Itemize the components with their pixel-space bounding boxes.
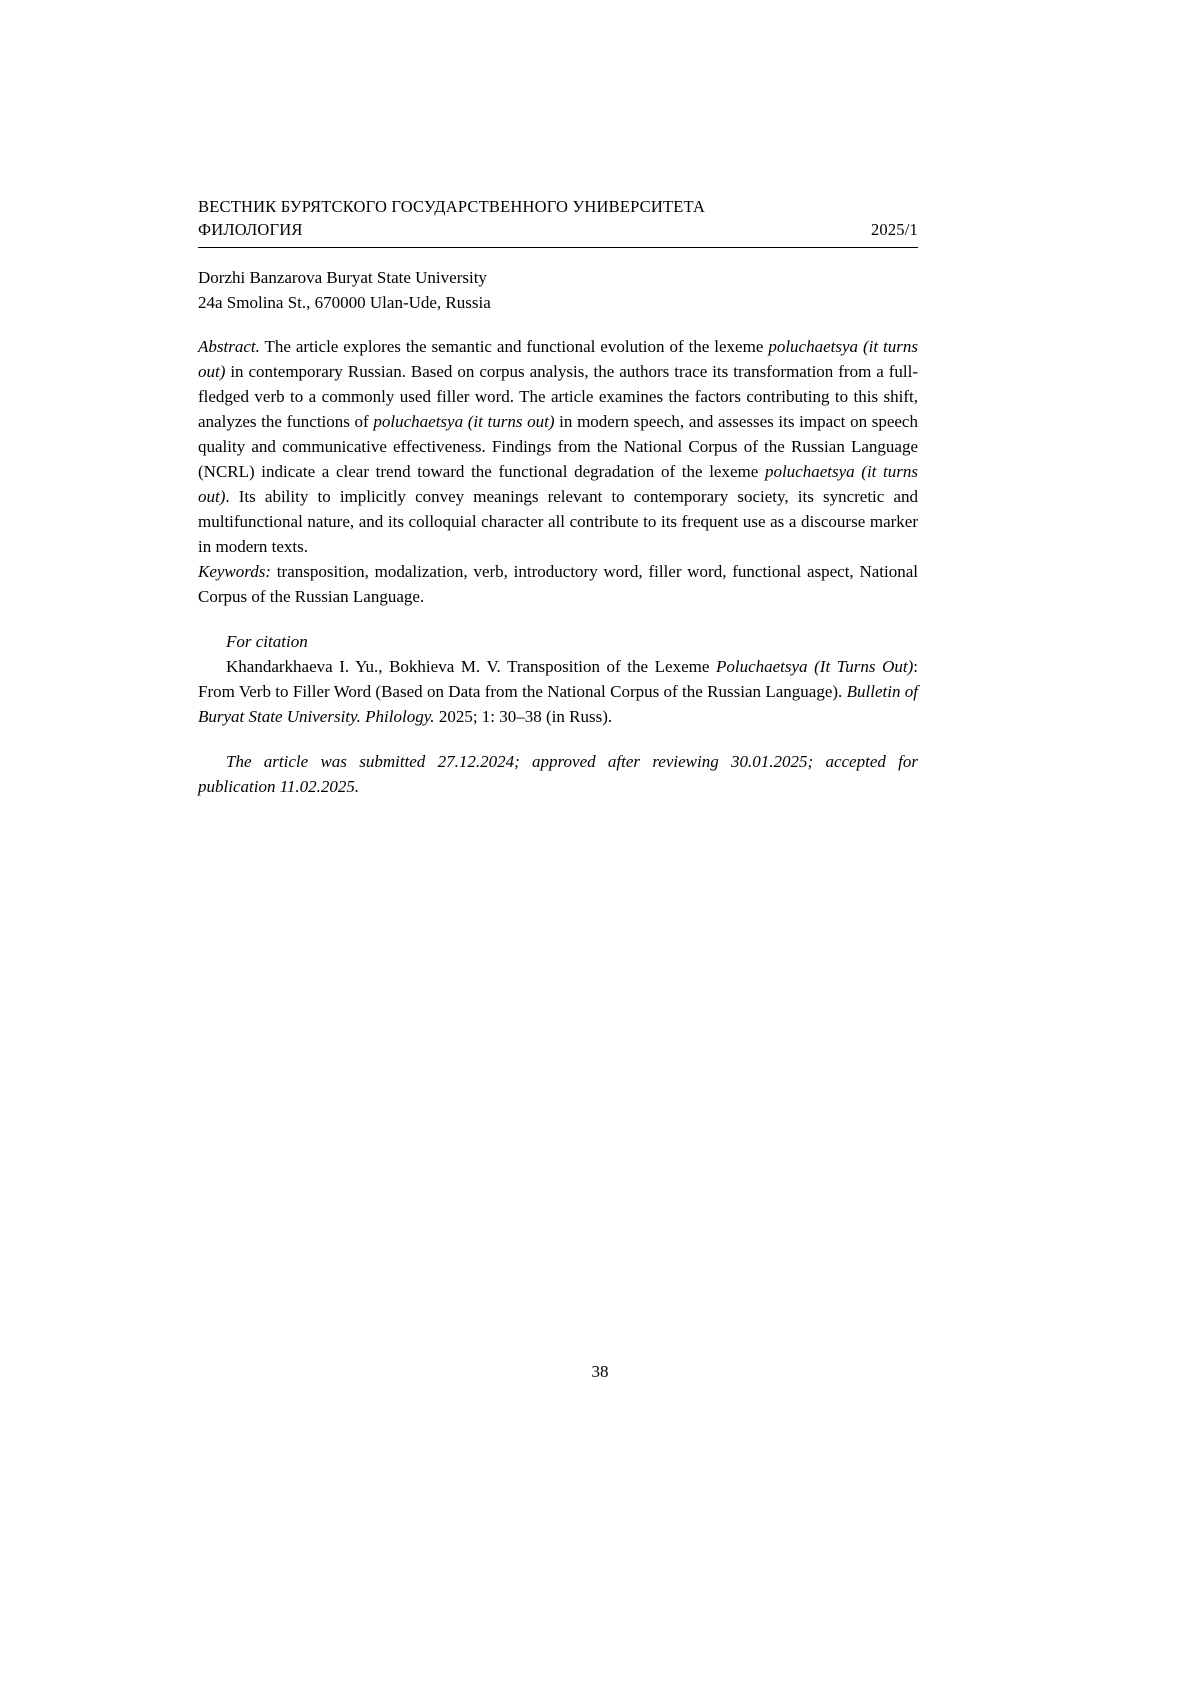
submission-dates: The article was submitted 27.12.2024; approved after reviewing 30.01.2025; accepted for publication 11.02.2025. bbox=[198, 751, 918, 796]
keywords-text: transposition, modalization, verb, introductory word, filler word, functional aspect, National Corpus of the Russian Language. bbox=[198, 562, 918, 606]
abstract-italic-2: poluchaetsya (it turns out) bbox=[373, 412, 555, 432]
for-citation-heading: For citation bbox=[226, 631, 308, 651]
abstract-paragraph bbox=[198, 335, 918, 560]
journal-title-line1: ВЕСТНИК БУРЯТСКОГО ГОСУДАРСТВЕННОГО УНИВЕРСИТЕТА bbox=[198, 197, 706, 216]
citation-text-2: : From Verb to Filler Word (Based on Data from the National Corpus of the Russian Language). bbox=[198, 656, 918, 701]
citation-paragraph bbox=[198, 655, 918, 730]
keywords-paragraph bbox=[198, 560, 918, 610]
citation-text-3: 2025; 1: 30–38 (in Russ). bbox=[434, 706, 613, 726]
abstract-text-2: in contemporary Russian. Based on corpus analysis, the authors trace its transformation from a full-fledged verb to a commonly used filler word. The article examines the factors contributing to this shift, analyzes the functions of bbox=[198, 362, 918, 432]
keywords-label: Keywords: bbox=[198, 562, 272, 582]
affiliation-address: 24a Smolina St., 670000 Ulan-Ude, Russia bbox=[198, 293, 491, 312]
citation-italic-2: Bulletin of Buryat State University. Philology. bbox=[198, 681, 919, 726]
spacer-1 bbox=[198, 610, 918, 630]
affiliation-block bbox=[198, 265, 918, 315]
abstract-text-3: in modern speech, and assesses its impact on speech quality and communicative effectiveness. Findings from the National Corpus of the Russian Language (NCRL) indicate a clear trend toward the functional degradation of the lexeme bbox=[198, 412, 918, 482]
issue-number: 2025/1 bbox=[870, 220, 918, 240]
page-content bbox=[198, 195, 918, 800]
abstract-text-1: The article explores the semantic and functional evolution of the lexeme bbox=[259, 337, 769, 357]
abstract-text-4: . Its ability to implicitly convey meanings relevant to contemporary society, its syncretic and multifunctional nature, and its colloquial character all contribute to its frequent use as a discourse marker in modern texts. bbox=[198, 487, 918, 557]
citation-italic-1: Poluchaetsya (It Turns Out) bbox=[715, 656, 914, 676]
abstract-italic-3: poluchaetsya (it turns out) bbox=[198, 462, 918, 507]
abstract-label: Abstract. bbox=[198, 337, 260, 357]
abstract-italic-1: poluchaetsya (it turns out) bbox=[198, 337, 918, 382]
citation-text-1: Khandarkhaeva I. Yu., Bokhieva M. V. Transposition of the Lexeme bbox=[226, 656, 716, 676]
affiliation-university: Dorzhi Banzarova Buryat State University bbox=[198, 267, 487, 287]
running-head bbox=[198, 195, 918, 242]
page-number: 38 bbox=[591, 1362, 609, 1381]
spacer-2 bbox=[198, 730, 918, 750]
journal-title-line2: ФИЛОЛОГИЯ bbox=[198, 220, 303, 240]
header-divider bbox=[198, 247, 918, 248]
